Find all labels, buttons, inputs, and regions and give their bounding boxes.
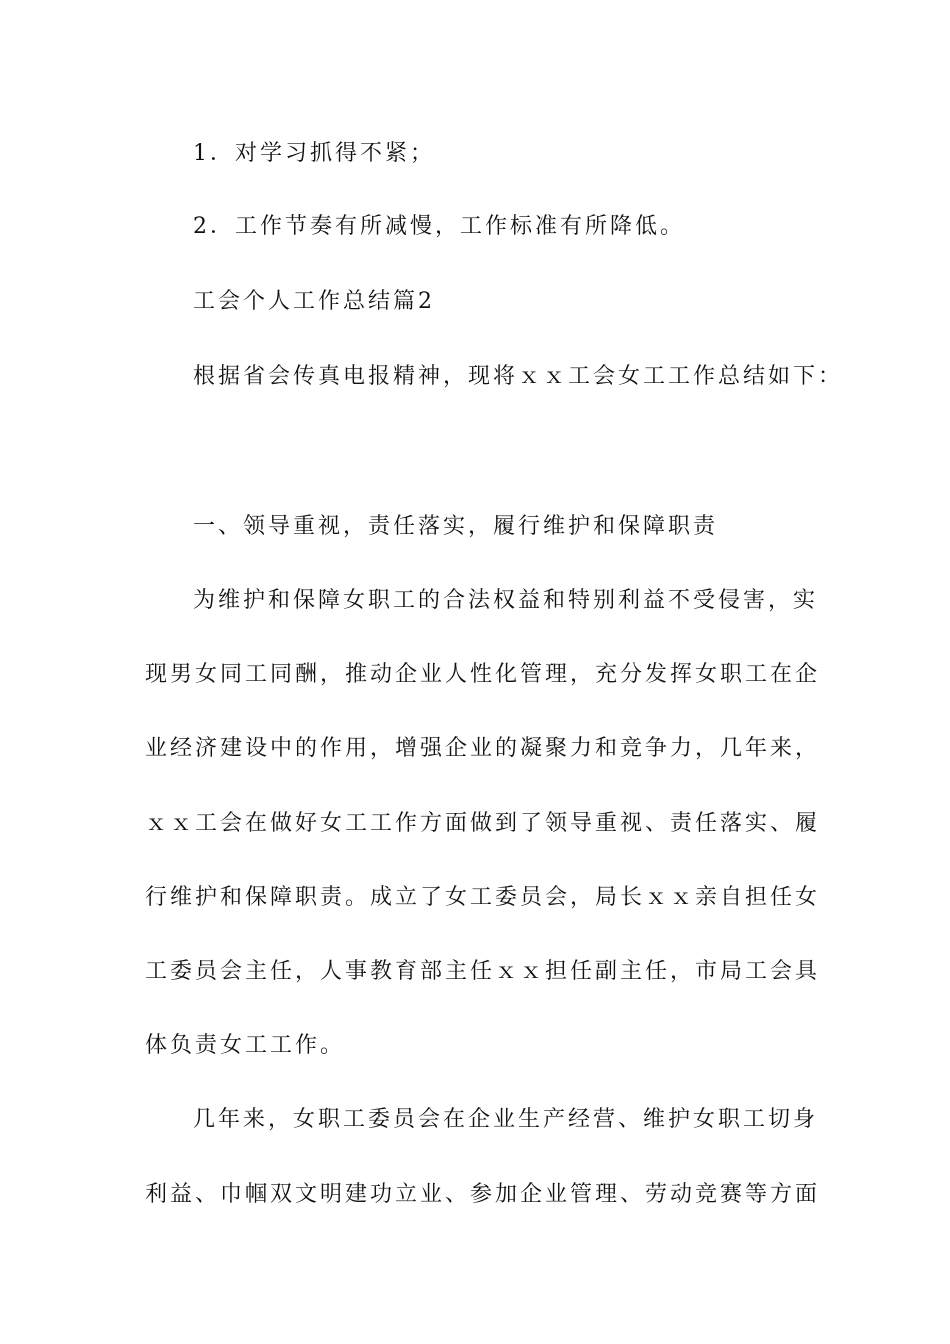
- paragraph-2-line-1: 几年来，女职工委员会在企业生产经营、维护女职工切身: [193, 1107, 819, 1132]
- list-item-1: 1．对学习抓得不紧；: [193, 141, 435, 166]
- paragraph-1-line-1: 为维护和保障女职工的合法权益和特别利益不受侵害，实: [193, 588, 819, 613]
- section-title: 工会个人工作总结篇2: [193, 289, 435, 314]
- list-item-2: 2．工作节奏有所减慢，工作标准有所降低。: [193, 214, 685, 239]
- paragraph-2-line-2: 利益、巾帼双文明建功立业、参加企业管理、劳动竞赛等方面: [145, 1182, 821, 1207]
- heading-one: 一、领导重视，责任落实，履行维护和保障职责: [193, 514, 719, 539]
- paragraph-1-line-7: 体负责女工工作。: [145, 1033, 346, 1058]
- paragraph-1-line-2: 现男女同工同酬，推动企业人性化管理，充分发挥女职工在企: [145, 662, 821, 687]
- paragraph-1-line-6: 工委员会主任，人事教育部主任ｘｘ担任副主任，市局工会具: [145, 959, 821, 984]
- paragraph-1-line-5: 行维护和保障职责。成立了女工委员会，局长ｘｘ亲自担任女: [145, 885, 821, 910]
- intro-paragraph: 根据省会传真电报精神，现将ｘｘ工会女工工作总结如下：: [193, 364, 844, 389]
- paragraph-1-line-4: ｘｘ工会在做好女工工作方面做到了领导重视、责任落实、履: [145, 811, 821, 836]
- paragraph-1-line-3: 业经济建设中的作用，增强企业的凝聚力和竞争力，几年来，: [145, 736, 821, 761]
